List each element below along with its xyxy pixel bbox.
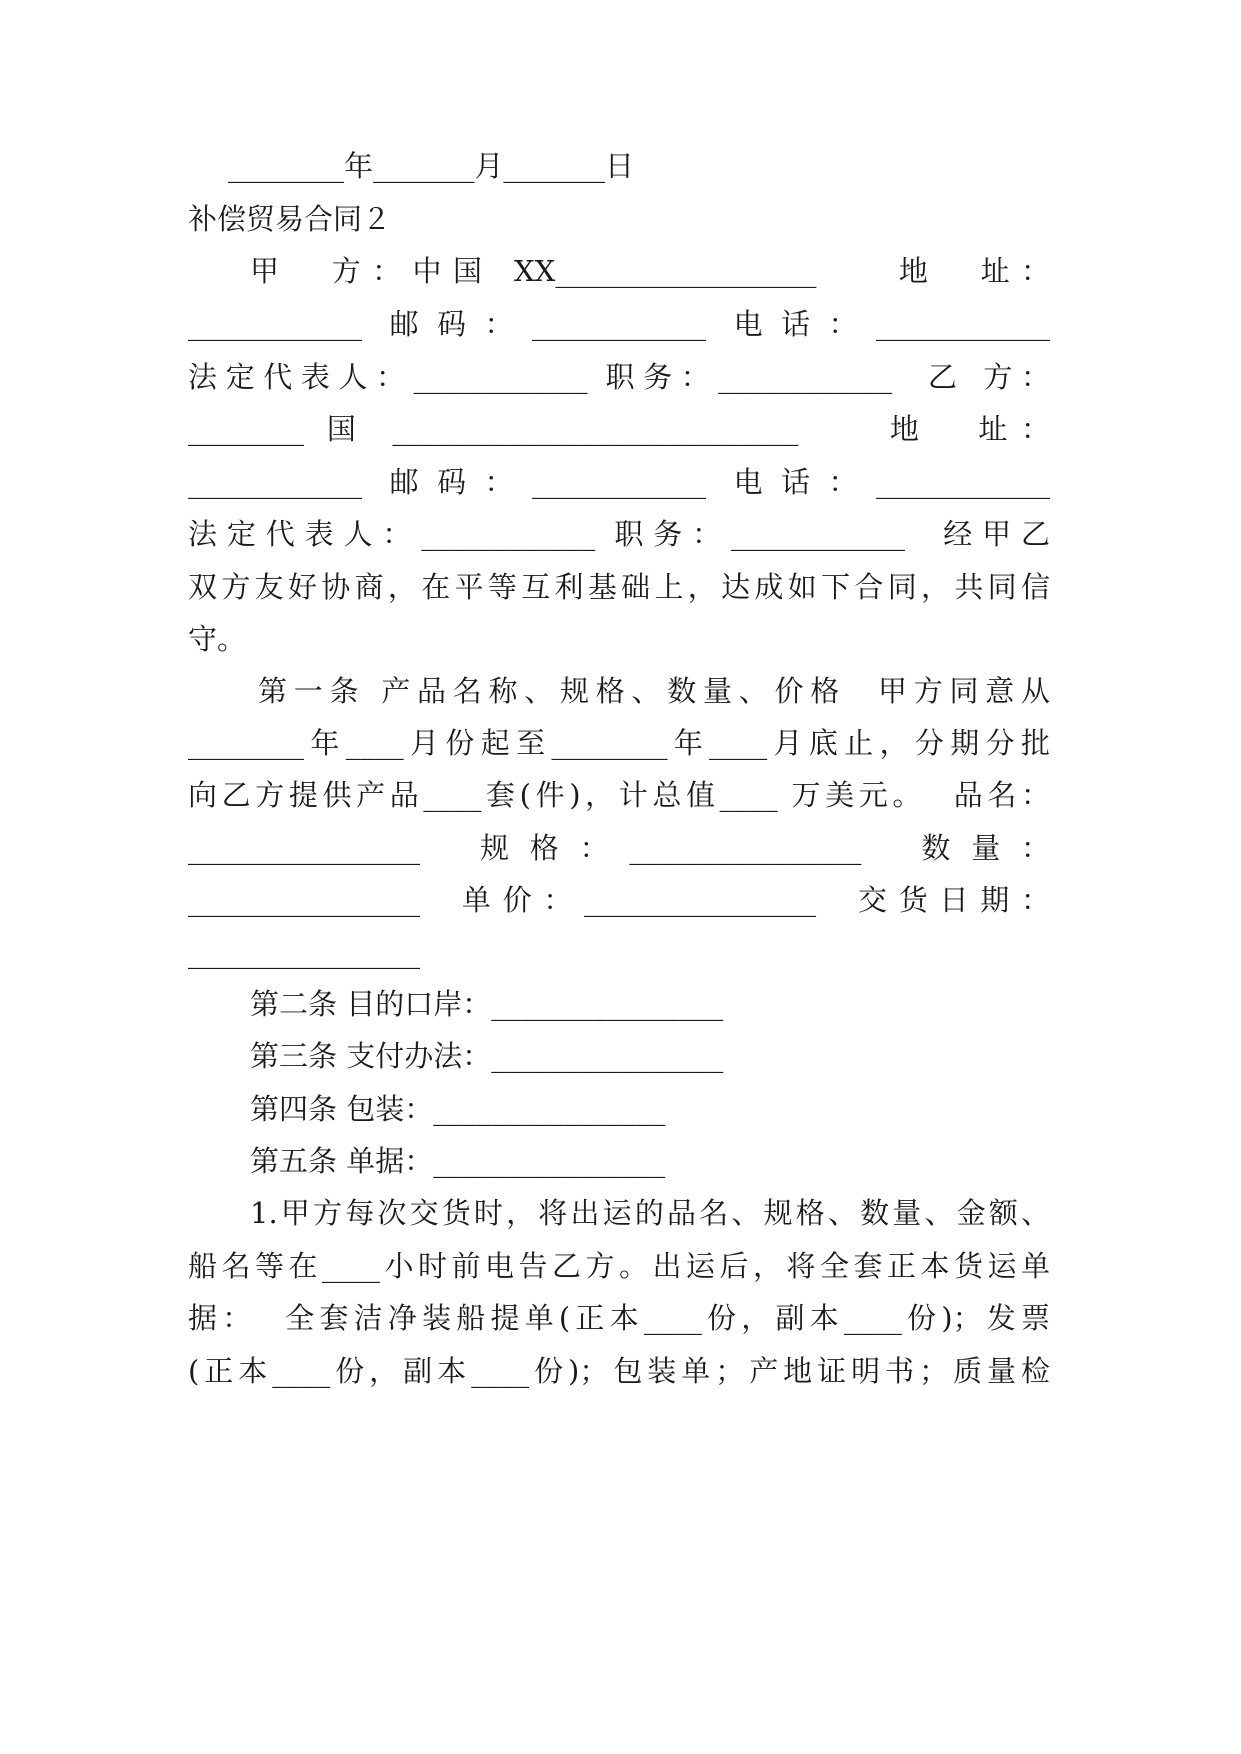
party-b-representative-line: 法定代表人：____________ 职务：____________ 经甲乙 (188, 517, 1050, 551)
article-5-documents: 第五条 单据：________________ (250, 1144, 666, 1178)
contract-title: 补偿贸易合同２ (188, 202, 392, 236)
article-1-period-line: ________年____月份起至________年____月底止，分期分批 (188, 726, 1050, 760)
article-2-port: 第二条 目的口岸：________________ (250, 987, 724, 1021)
party-b-line: ________ 国 ____________________________ 地 址： (188, 412, 1050, 446)
date-line: ________年_______月_______日 (228, 149, 635, 183)
article-1-delivery-blank: ________________ (188, 935, 420, 969)
agreement-intro-line: 双方友好协商，在平等互利基础上，达成如下合同，共同信 (188, 570, 1050, 604)
party-a-line: 甲 方：中国 XX__________________ 地 址： (250, 254, 1050, 288)
documents-clause-1: 1.甲方每次交货时，将出运的品名、规格、数量、金额、 (250, 1196, 1050, 1230)
documents-clause-4: (正本____份，副本____份)；包装单；产地证明书；质量检 (188, 1354, 1050, 1388)
article-1-value-line: 向乙方提供产品____套(件)，计总值____ 万美元。 品名： (188, 778, 1050, 812)
article-4-packing: 第四条 包装：________________ (250, 1092, 666, 1126)
article-1-heading: 第一条 产品名称、规格、数量、价格 甲方同意从 (258, 674, 1050, 708)
article-3-payment: 第三条 支付办法：________________ (250, 1039, 724, 1073)
party-a-representative-line: 法定代表人：____________ 职务：____________ 乙 方： (188, 360, 1050, 394)
documents-clause-2: 船名等在____小时前电告乙方。出运后，将全套正本货运单 (188, 1249, 1050, 1283)
party-a-contact-line: ____________ 邮码：____________ 电话：____________ (188, 307, 1050, 341)
party-b-contact-line: ____________ 邮码：____________ 电话：____________ (188, 465, 1050, 499)
documents-clause-3: 据： 全套洁净装船提单(正本____份，副本____份)；发票 (188, 1301, 1050, 1335)
agreement-intro-end: 守。 (188, 622, 247, 656)
article-1-spec-line: ________________ 规格：________________ 数量： (188, 831, 1050, 865)
article-1-price-line: ________________ 单价：________________ 交货日期： (188, 883, 1050, 917)
